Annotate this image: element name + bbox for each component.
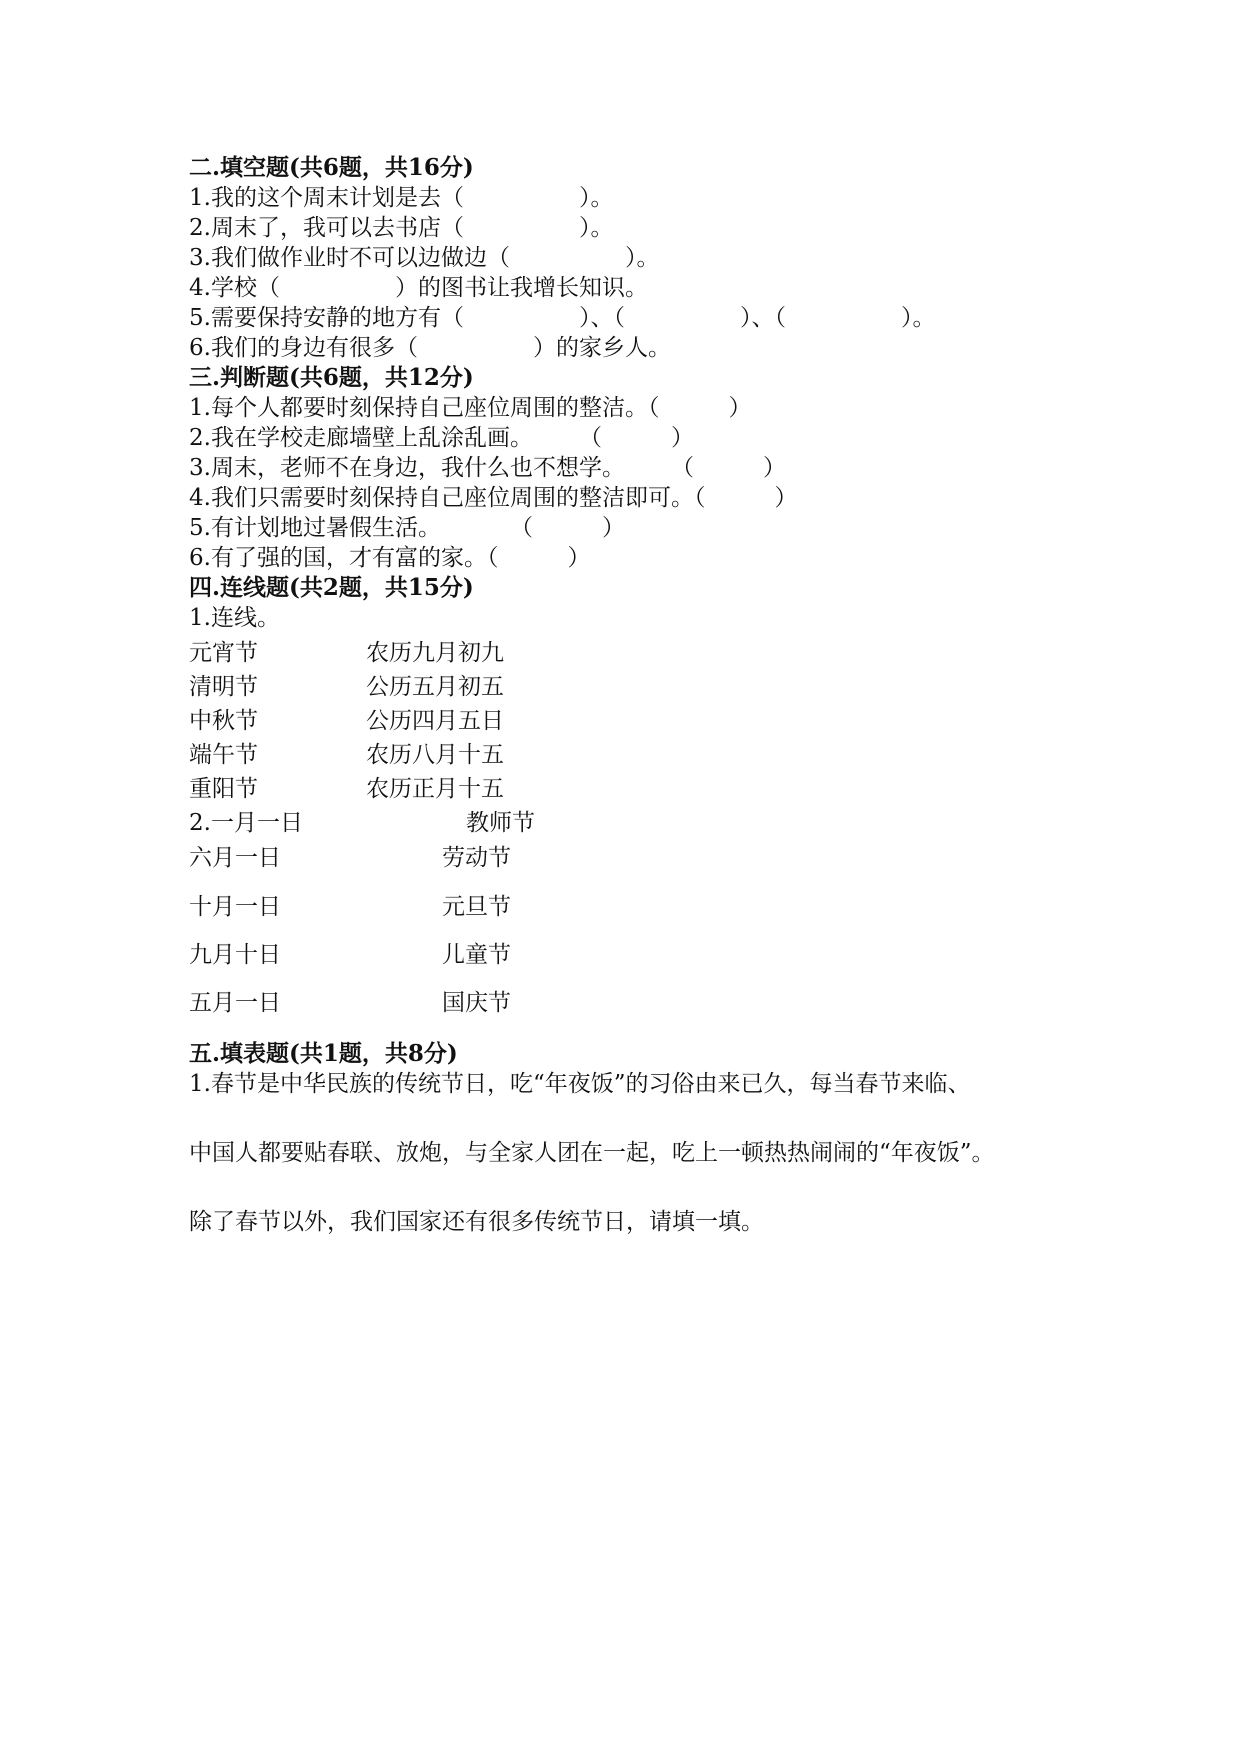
match-q1-right-2: 公历五月初五 [366, 674, 504, 700]
match-q1-right-4: 农历八月十五 [366, 742, 504, 768]
section-2-heading: 二.填空题(共6题，共16分) [189, 154, 474, 181]
match-q2-right-3: 元旦节 [442, 894, 511, 920]
fill-blank-item-6: 6.我们的身边有很多（ ）的家乡人。 [189, 335, 671, 361]
match-q1-left-2: 清明节 [189, 674, 258, 700]
section-4-heading: 四.连线题(共2题，共15分) [189, 574, 474, 601]
section-3-heading: 三.判断题(共6题，共12分) [189, 364, 474, 391]
match-q2-right-2: 劳动节 [442, 845, 511, 871]
match-q2-right-5: 国庆节 [442, 990, 511, 1016]
match-q1-label: 1.连线。 [189, 605, 280, 631]
judge-item-6: 6.有了强的国，才有富的家。（ ） [189, 545, 591, 571]
match-q2-left-1: 2.一月一日 [189, 810, 303, 836]
match-q2-right-1: 教师节 [466, 810, 535, 836]
fill-blank-item-3: 3.我们做作业时不可以边做边（ ）。 [189, 245, 660, 271]
fill-blank-item-1: 1.我的这个周末计划是去（ ）。 [189, 185, 614, 211]
match-q1-left-4: 端午节 [189, 742, 258, 768]
fill-blank-item-4: 4.学校（ ）的图书让我增长知识。 [189, 275, 648, 301]
match-q2-left-3: 十月一日 [189, 894, 281, 920]
judge-item-4: 4.我们只需要时刻保持自己座位周围的整洁即可。（ ） [189, 485, 798, 511]
match-q2-left-5: 五月一日 [189, 990, 281, 1016]
match-q1-right-3: 公历四月五日 [366, 708, 504, 734]
match-q1-right-5: 农历正月十五 [366, 776, 504, 802]
match-q1-right-1: 农历九月初九 [366, 640, 504, 666]
table-question-line-3: 除了春节以外，我们国家还有很多传统节日，请填一填。 [189, 1209, 764, 1235]
fill-blank-item-2: 2.周末了，我可以去书店（ ）。 [189, 215, 614, 241]
judge-item-1: 1.每个人都要时刻保持自己座位周围的整洁。（ ） [189, 395, 752, 421]
table-question-line-2: 中国人都要贴春联、放炮，与全家人团在一起，吃上一顿热热闹闹的“年夜饭”。 [189, 1140, 995, 1166]
match-q1-left-1: 元宵节 [189, 640, 258, 666]
table-question-line-1: 1.春节是中华民族的传统节日，吃“年夜饭”的习俗由来已久，每当春节来临、 [189, 1071, 971, 1097]
judge-item-3: 3.周末，老师不在身边，我什么也不想学。 （ ） [189, 455, 786, 481]
match-q2-left-2: 六月一日 [189, 845, 281, 871]
match-q2-left-4: 九月十日 [189, 942, 281, 968]
judge-item-2: 2.我在学校走廊墙壁上乱涂乱画。 （ ） [189, 425, 694, 451]
judge-item-5: 5.有计划地过暑假生活。 （ ） [189, 515, 625, 541]
match-q1-left-3: 中秋节 [189, 708, 258, 734]
fill-blank-item-5: 5.需要保持安静的地方有（ ）、（ ）、（ ）。 [189, 305, 936, 331]
match-q1-left-5: 重阳节 [189, 776, 258, 802]
section-5-heading: 五.填表题(共1题，共8分) [189, 1040, 458, 1067]
match-q2-right-4: 儿童节 [442, 942, 511, 968]
